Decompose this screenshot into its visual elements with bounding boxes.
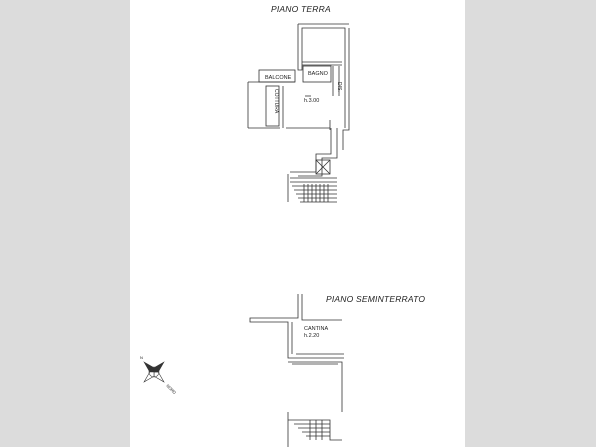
compass-rose-icon (130, 0, 465, 447)
compass-nord-label: NORD (165, 383, 178, 396)
room-label-dis: DIS. (336, 82, 342, 92)
compass-n-label: N (140, 355, 143, 360)
room-label-cottura: COTTURA (273, 89, 279, 114)
floor-plan-sheet (130, 0, 465, 447)
basement-height: h.2.20 (304, 333, 320, 339)
room-label-bagno: BAGNO (308, 71, 328, 77)
room-label-cantina: CANTINA (304, 326, 329, 332)
ground-floor-height: h.3.00 (304, 98, 320, 104)
basement-title: PIANO SEMINTERRATO (326, 294, 426, 304)
ground-floor-title: PIANO TERRA (271, 4, 331, 14)
room-label-balcone: BALCONE (265, 75, 292, 81)
